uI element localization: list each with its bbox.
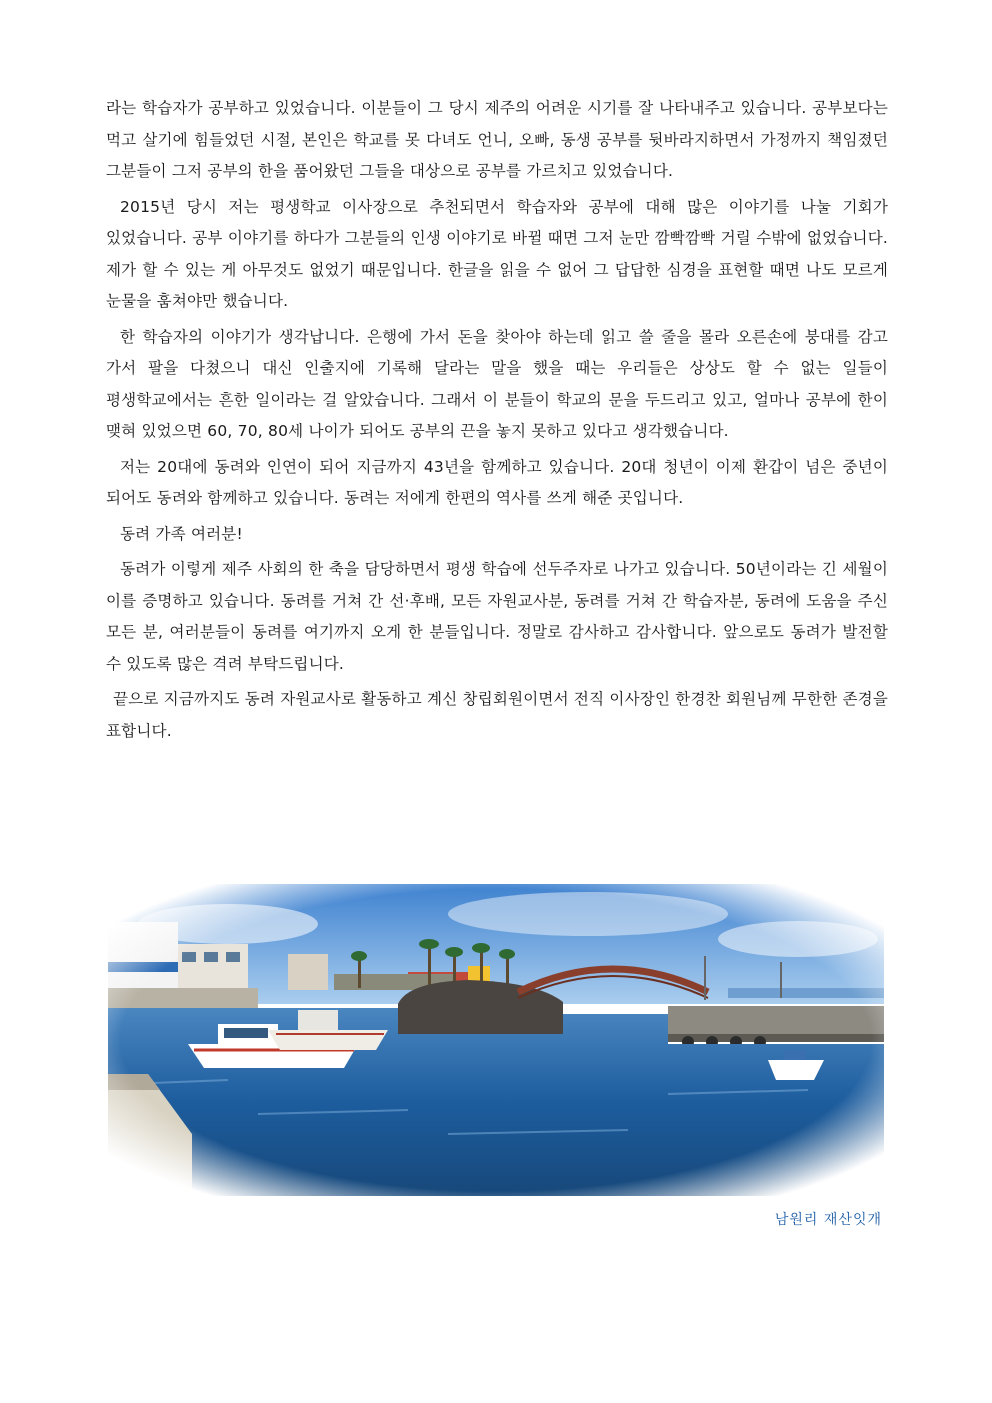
paragraph-greeting: 동려 가족 여러분!: [120, 524, 243, 543]
paragraph-1: 라는 학습자가 공부하고 있었습니다. 이분들이 그 당시 제주의 어려운 시기를 잘 나타내주고 있습니다. 공부보다는 먹고 살기에 힘들었던 시절, 본인은 학교를 못 다녀도 언니, 오빠, 동생 공부를 뒷바라지하면서 가정까지 책임졌던 그분들이 그저 공부의 한을 품어왔던 그들을 대상으로 공부를 가르치고 있었습니다.: [106, 99, 888, 180]
body-text: [106, 93, 888, 751]
paragraph-4: 저는 20대에 동려와 인연이 되어 지금까지 43년을 함께하고 있습니다. 20대 청년이 이제 환갑이 넘은 중년이 되어도 동려와 함께하고 있습니다. 동려는 저에게 한편의 역사를 쓰게 해준 곳입니다.: [106, 457, 888, 507]
harbor-photo: [108, 884, 884, 1196]
paragraph-closing: 끝으로 지금까지도 동려 자원교사로 활동하고 계신 창립회원이면서 전직 이사장인 한경찬 회원님께 무한한 존경을 표합니다.: [106, 690, 888, 740]
photo-caption: 남원리 재산잇개: [774, 1212, 882, 1228]
paragraph-3: 한 학습자의 이야기가 생각납니다. 은행에 가서 돈을 찾아야 하는데 읽고 쓸 줄을 몰라 오른손에 붕대를 감고 가서 팔을 다쳤으니 대신 인출지에 기록해 달라는 말을 했을 때는 우리들은 상상도 할 수 없는 일들이 평생학교에서는 흔한 일이라는 걸 알았습니다. 그래서 이 분들이 학교의 문을 두드리고 있고, 얼마나 공부에 한이 맺혀 있었으면 60, 70, 80세 나이가 되어도 공부의 끈을 놓지 못하고 있다고 생각했습니다.: [106, 327, 888, 440]
paragraph-5: 동려가 이렇게 제주 사회의 한 축을 담당하면서 평생 학습에 선두주자로 나가고 있습니다. 50년이라는 긴 세월이 이를 증명하고 있습니다. 동려를 거쳐 간 선·후배, 모든 자원교사분, 동려를 거쳐 간 학습자분, 동려에 도움을 주신 모든 분, 여러분들이 동려를 여기까지 오게 한 분들입니다. 정말로 감사하고 감사합니다. 앞으로도 동려가 발전할 수 있도록 많은 격려 부탁드립니다.: [106, 560, 888, 673]
paragraph-2: 2015년 당시 저는 평생학교 이사장으로 추천되면서 학습자와 공부에 대해 많은 이야기를 나눌 기회가 있었습니다. 공부 이야기를 하다가 그분들의 인생 이야기로 바뀔 때면 그저 눈만 깜빡깜빡 거릴 수밖에 없었습니다. 제가 할 수 있는 게 아무것도 없었기 때문입니다. 한글을 읽을 수 없어 그 답답한 심경을 표현할 때면 나도 모르게 눈물을 훔쳐야만 했습니다.: [106, 197, 888, 310]
